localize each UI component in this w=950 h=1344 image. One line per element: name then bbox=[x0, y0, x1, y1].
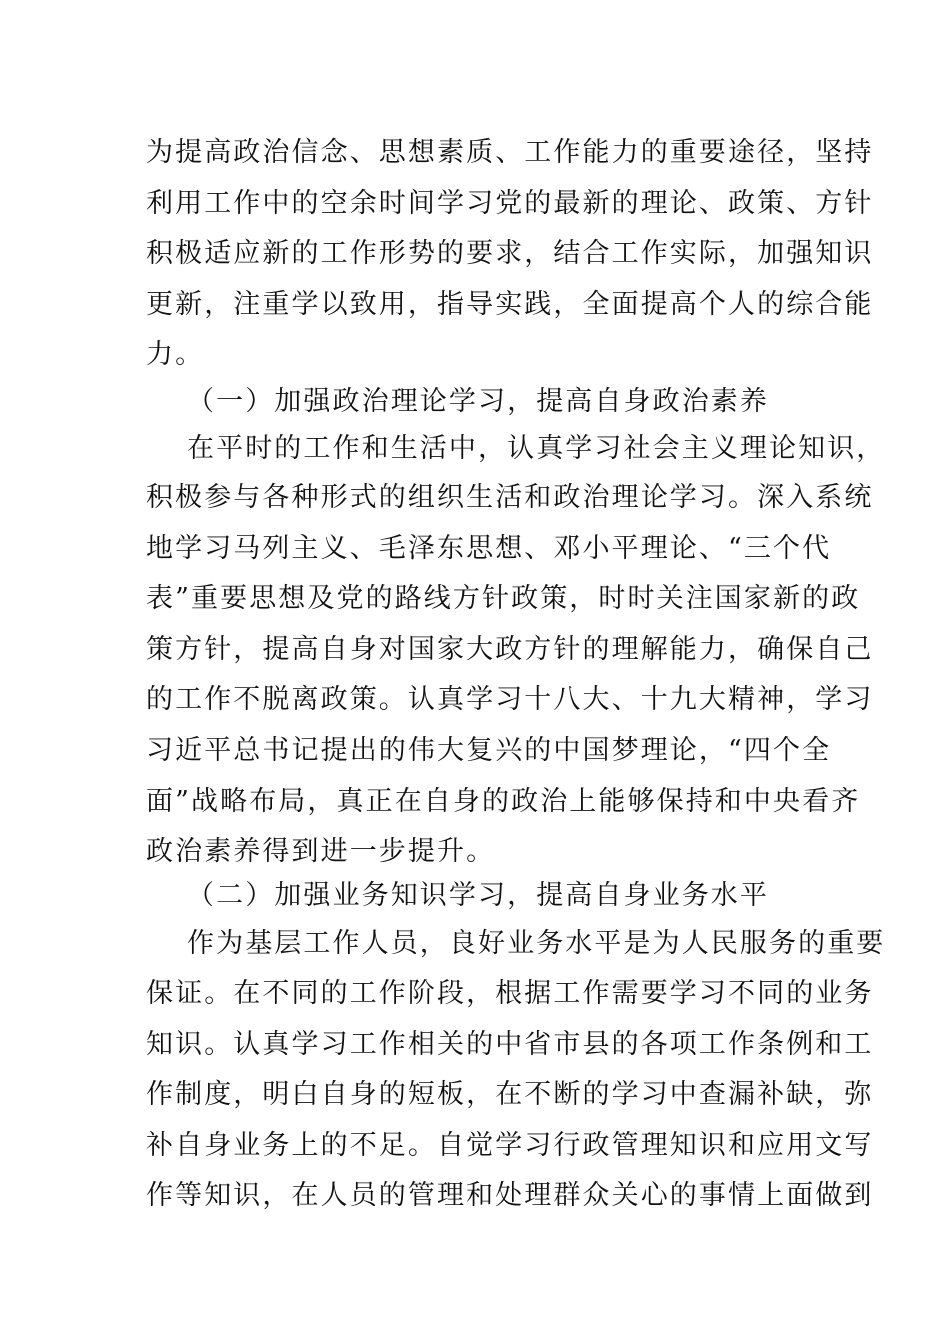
paragraph-line: 作等知识，在人员的管理和处理群众关心的事情上面做到 bbox=[146, 1180, 874, 1211]
paragraph-line: 为提高政治信念、思想素质、工作能力的重要途径，坚持 bbox=[146, 137, 874, 168]
paragraph-line: 策方针，提高自身对国家大政方针的理解能力，确保自己 bbox=[146, 634, 874, 665]
paragraph-line: 积极适应新的工作形势的要求，结合工作实际，加强知识 bbox=[146, 238, 874, 269]
section-heading: （二）加强业务知识学习，提高自身业务水平 bbox=[187, 880, 769, 911]
paragraph-line: 更新，注重学以致用，指导实践，全面提高个人的综合能 bbox=[146, 289, 874, 320]
paragraph-line: 积极参与各种形式的组织生活和政治理论学习。深入系统 bbox=[146, 482, 874, 513]
paragraph-line: 面”战略布局，真正在自身的政治上能够保持和中央看齐 bbox=[146, 786, 861, 817]
paragraph-line: 地学习马列主义、毛泽东思想、邓小平理论、“三个代 bbox=[146, 533, 832, 564]
paragraph-line: 利用工作中的空余时间学习党的最新的理论、政策、方针 bbox=[146, 188, 874, 219]
paragraph-line: 力。 bbox=[146, 339, 205, 370]
paragraph-line: 保证。在不同的工作阶段，根据工作需要学习不同的业务 bbox=[146, 978, 874, 1009]
paragraph-line: 作为基层工作人员，良好业务水平是为人民服务的重要 bbox=[187, 928, 886, 959]
section-heading: （一）加强政治理论学习，提高自身政治素养 bbox=[187, 386, 769, 417]
paragraph-line: 知识。认真学习工作相关的中省市县的各项工作条例和工 bbox=[146, 1029, 874, 1060]
paragraph-line: 政治素养得到进一步提升。 bbox=[146, 836, 496, 867]
paragraph-line: 习近平总书记提出的伟大复兴的中国梦理论，“四个全 bbox=[146, 735, 832, 766]
paragraph-line: 作制度，明白自身的短板，在不断的学习中查漏补缺，弥 bbox=[146, 1079, 874, 1110]
paragraph-line: 表”重要思想及党的路线方针政策，时时关注国家新的政 bbox=[146, 583, 861, 614]
paragraph-line: 的工作不脱离政策。认真学习十八大、十九大精神，学习 bbox=[146, 684, 874, 715]
paragraph-line: 在平时的工作和生活中，认真学习社会主义理论知识， bbox=[187, 433, 886, 464]
paragraph-line: 补自身业务上的不足。自觉学习行政管理知识和应用文写 bbox=[146, 1130, 874, 1161]
